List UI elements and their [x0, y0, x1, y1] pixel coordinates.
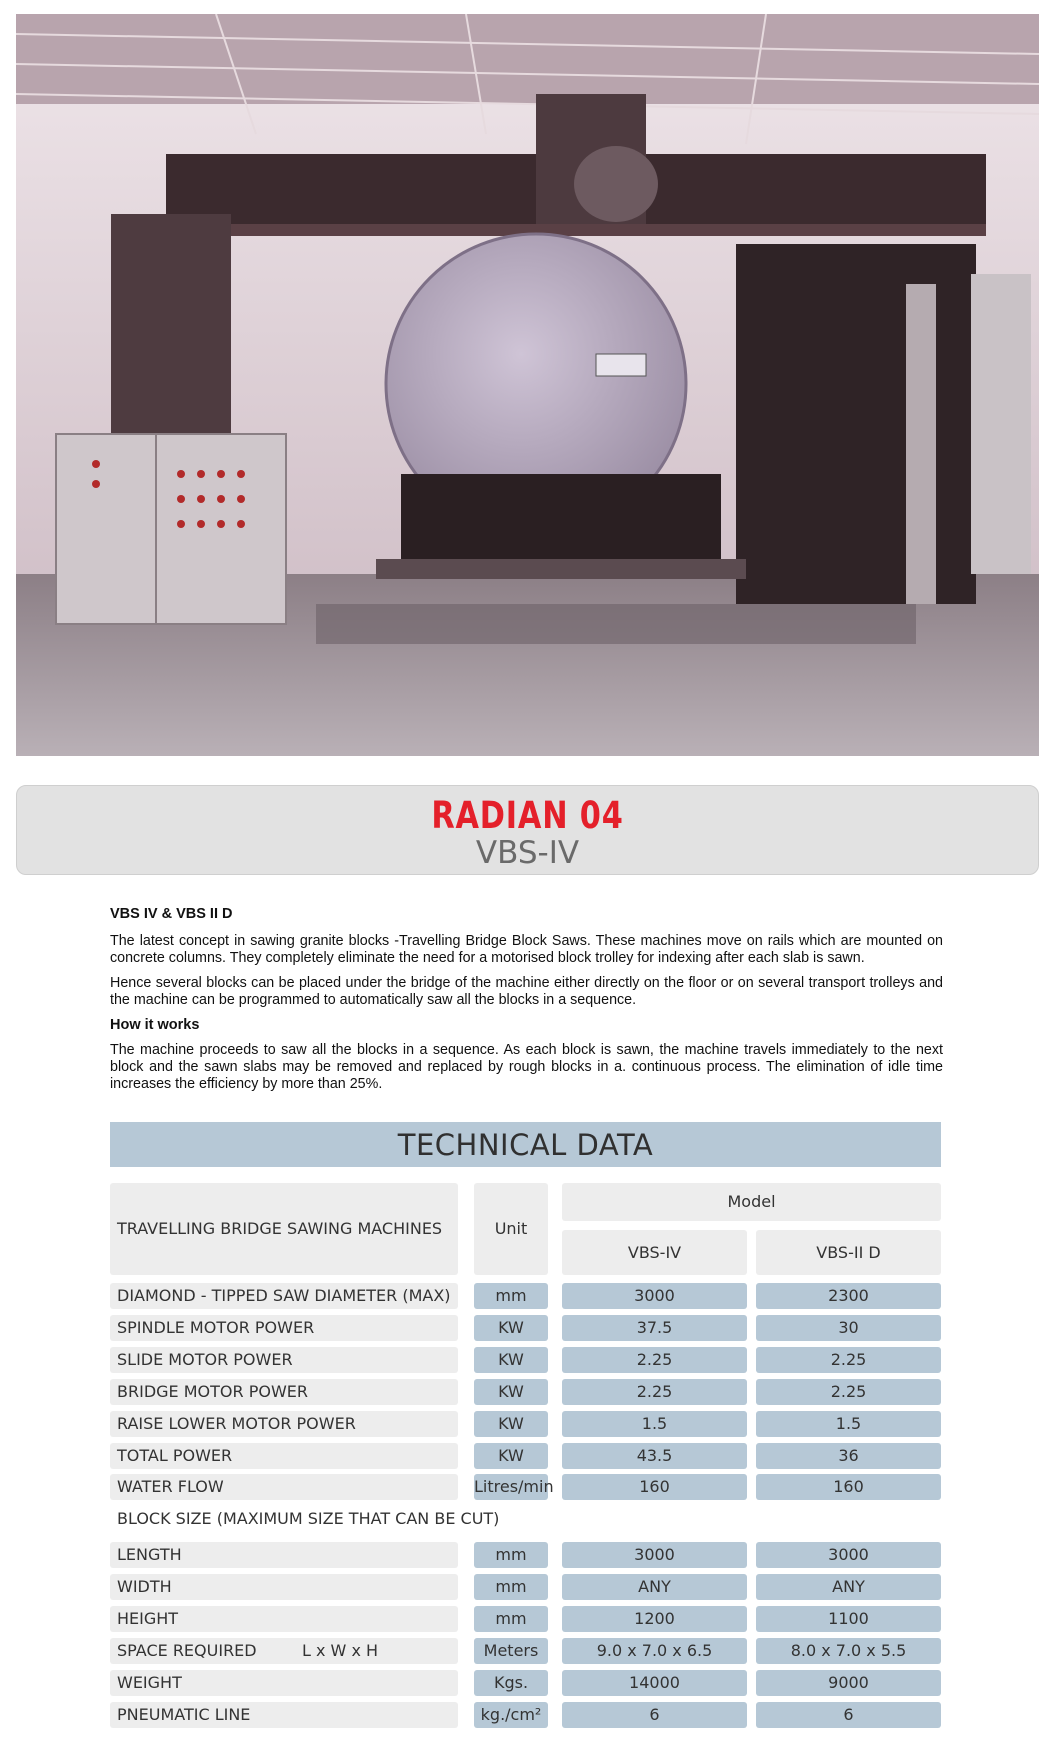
table-header-model-2 — [756, 1230, 941, 1275]
spec-value-vbs-iv: 160 — [562, 1474, 747, 1500]
spec-value-vbs-iv: 3000 — [562, 1542, 747, 1568]
spec-label: WATER FLOW — [110, 1474, 458, 1500]
spec-value-vbs-ii-d: 160 — [756, 1474, 941, 1500]
spec-unit: Litres/min — [474, 1474, 548, 1500]
table-header-model — [562, 1183, 941, 1221]
spec-label: WIDTH — [110, 1574, 458, 1600]
spec-value-vbs-iv: 14000 — [562, 1670, 747, 1696]
spec-unit: mm — [474, 1283, 548, 1309]
machine-photo — [16, 14, 1039, 756]
spec-unit: KW — [474, 1411, 548, 1437]
spec-label: PNEUMATIC LINE — [110, 1702, 458, 1728]
spec-value-vbs-iv: 1.5 — [562, 1411, 747, 1437]
header-model-1-label: VBS-IV — [627, 1243, 682, 1262]
spec-unit: KW — [474, 1315, 548, 1341]
spec-sublabel: L x W x H — [302, 1641, 379, 1660]
spec-value-vbs-iv: 6 — [562, 1702, 747, 1728]
spec-value-vbs-ii-d: 1.5 — [756, 1411, 941, 1437]
spec-value-vbs-ii-d: ANY — [756, 1574, 941, 1600]
spec-value-vbs-iv: 2.25 — [562, 1379, 747, 1405]
product-title-banner — [16, 785, 1039, 875]
spec-value-vbs-ii-d: 3000 — [756, 1542, 941, 1568]
header-unit-label: Unit — [494, 1219, 528, 1238]
spec-value-vbs-ii-d: 8.0 x 7.0 x 5.5 — [756, 1638, 941, 1664]
bridge-saw-illustration — [16, 14, 1039, 756]
spec-value-vbs-iv: 9.0 x 7.0 x 6.5 — [562, 1638, 747, 1664]
spec-label: BRIDGE MOTOR POWER — [110, 1379, 458, 1405]
spec-label: SPINDLE MOTOR POWER — [110, 1315, 458, 1341]
header-machines-label: TRAVELLING BRIDGE SAWING MACHINES — [117, 1219, 443, 1238]
spec-value-vbs-iv: 3000 — [562, 1283, 747, 1309]
paragraph: Hence several blocks can be placed under the bridge of the machine either directly on the floor or on several transport trolleys and the machine can be programmed to automatically saw all the blocks in a sequence. — [110, 975, 943, 1008]
spec-label: SPACE REQUIRED L x W x H — [110, 1638, 458, 1664]
spec-label: LENGTH — [110, 1542, 458, 1568]
spec-label: WEIGHT — [110, 1670, 458, 1696]
spec-value-vbs-ii-d: 2.25 — [756, 1379, 941, 1405]
block-size-section-label: BLOCK SIZE (MAXIMUM SIZE THAT CAN BE CUT) — [117, 1509, 500, 1528]
how-it-works-heading: How it works — [110, 1017, 200, 1033]
spec-value-vbs-ii-d: 36 — [756, 1443, 941, 1469]
spec-label: SLIDE MOTOR POWER — [110, 1347, 458, 1373]
spec-unit: KW — [474, 1347, 548, 1373]
spec-unit: mm — [474, 1542, 548, 1568]
section-heading: VBS IV & VBS II D — [110, 906, 233, 922]
spec-label: DIAMOND - TIPPED SAW DIAMETER (MAX) — [110, 1283, 458, 1309]
description-section — [110, 906, 943, 1101]
model-subtitle: VBS-IV — [475, 835, 580, 871]
spec-value-vbs-ii-d: 2300 — [756, 1283, 941, 1309]
spec-value-vbs-ii-d: 1100 — [756, 1606, 941, 1632]
spec-value-vbs-iv: 37.5 — [562, 1315, 747, 1341]
spec-unit: kg./cm² — [474, 1702, 548, 1728]
spec-unit: KW — [474, 1443, 548, 1469]
spec-label: RAISE LOWER MOTOR POWER — [110, 1411, 458, 1437]
paragraph: The machine proceeds to saw all the blocks in a sequence. As each block is sawn, the machine travels immediately to the next block and the sawn slabs may be removed and replaced by rough blocks in a. continuous process. The elimination of idle time increases the efficiency by more than 25%. — [110, 1042, 943, 1092]
spec-value-vbs-iv: 2.25 — [562, 1347, 747, 1373]
table-header-unit — [474, 1183, 548, 1275]
spec-value-vbs-iv: 1200 — [562, 1606, 747, 1632]
spec-label: TOTAL POWER — [110, 1443, 458, 1469]
paragraph: The latest concept in sawing granite blocks -Travelling Bridge Block Saws. These machines move on rails which are mounted on concrete columns. They completely eliminate the need for a motorised block trolley for indexing after each slab is sawn. — [110, 933, 943, 966]
spec-unit: KW — [474, 1379, 548, 1405]
table-header-model-1 — [562, 1230, 747, 1275]
brand-title: RADIAN 04 — [431, 794, 624, 837]
spec-value-vbs-iv: 43.5 — [562, 1443, 747, 1469]
spec-unit: mm — [474, 1606, 548, 1632]
spec-value-vbs-ii-d: 30 — [756, 1315, 941, 1341]
spec-label: HEIGHT — [110, 1606, 458, 1632]
header-model-2-label: VBS-II D — [816, 1243, 881, 1262]
spec-value-vbs-ii-d: 2.25 — [756, 1347, 941, 1373]
spec-unit: Meters — [474, 1638, 548, 1664]
spec-value-vbs-ii-d: 9000 — [756, 1670, 941, 1696]
technical-data-title: TECHNICAL DATA — [110, 1122, 941, 1167]
table-header-machines — [110, 1183, 458, 1275]
spec-unit: Kgs. — [474, 1670, 548, 1696]
spec-value-vbs-iv: ANY — [562, 1574, 747, 1600]
spec-unit: mm — [474, 1574, 548, 1600]
header-model-label: Model — [727, 1192, 776, 1211]
spec-value-vbs-ii-d: 6 — [756, 1702, 941, 1728]
